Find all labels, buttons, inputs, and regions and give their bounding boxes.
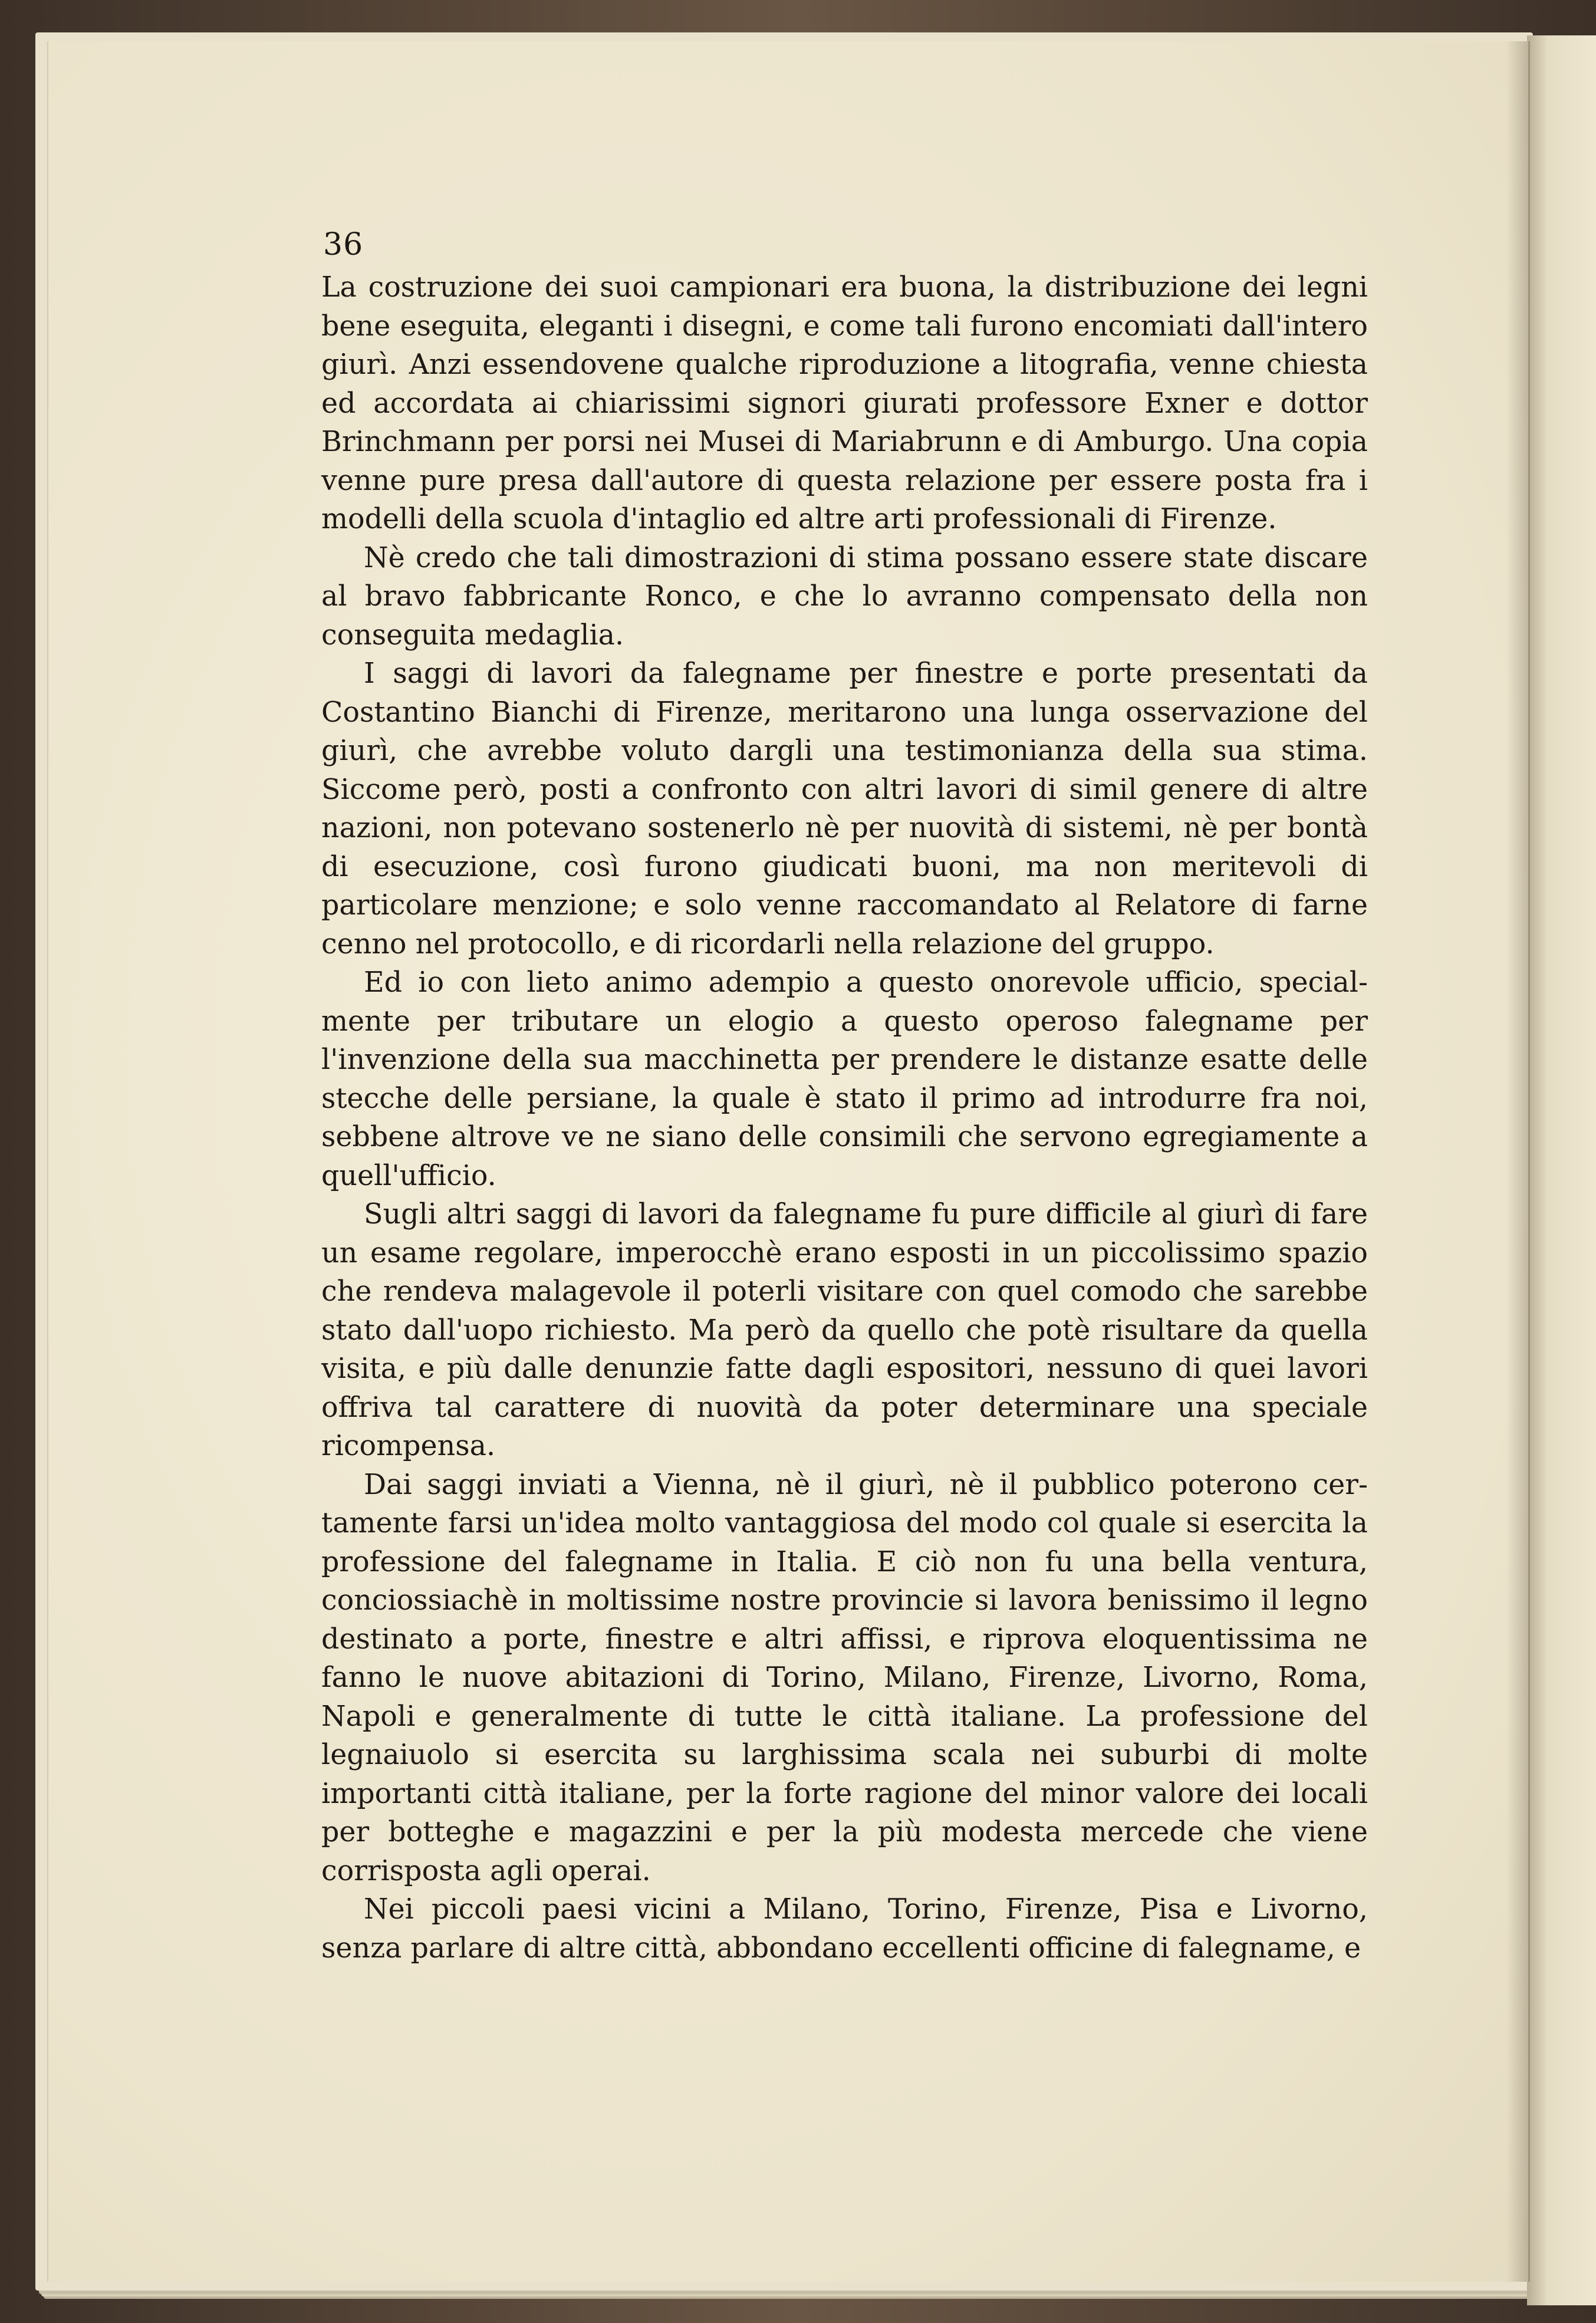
body-text [321, 268, 1368, 1967]
gutter-shadow [1506, 41, 1530, 2282]
facing-page-edge [1527, 35, 1596, 2305]
paragraph-4: Ed io con lieto animo adempio a questo onorevole ufficio, specialmente per tributare un elogio a questo operoso falegname per l'invenzione della sua macchinetta per prendere le distanze esatte delle stecche delle persiane, la quale è stato il primo ad introdurre fra noi, sebbene altrove ve ne siano delle consimili che servono egregiamente a quell'ufficio. [321, 966, 1368, 1192]
paragraph-6: Dai saggi inviati a Vienna, nè il giurì, nè il pubblico poterono certamente farsi un'idea molto vantaggiosa del modo col quale si esercita la professione del falegname in Italia. E ciò non fu una bella ventura, conciossiachè in moltissime nostre provincie si lavora benissimo il legno destinato a porte, finestre e altri affissi, e riprova eloquentissima ne fanno le nuove abitazioni di Torino, Milano, Firenze, Livorno, Roma, Napoli e generalmente di tutte le città italiane. La professione del legnaiuolo si esercita su larghissima scala nei suburbi di molte importanti città italiane, per la forte ragione del minor valore dei locali per botteghe e magazzini e per la più modesta mercede che viene corrisposta agli operai. [321, 1468, 1368, 1887]
paragraph-2: Nè credo che tali dimostrazioni di stima possano essere state discare al bravo fabbricante Ronco, e che lo avranno compensato della non conseguita medaglia. [321, 541, 1368, 652]
paragraph-1: La costruzione dei suoi campionari era buona, la distribuzione dei legni bene eseguita, eleganti i disegni, e come tali furono encomiati dall'intero giurì. Anzi essendovene qualche riproduzione a litografia, venne chiesta ed accordata ai chiarissimi signori giurati professore Exner e dottor Brinchmann per porsi nei Musei di Mariabrunn e di Amburgo. Una copia venne pure presa dall'autore di questa relazione per essere posta fra i modelli della scuola d'intaglio ed altre arti professionali di Firenze. [321, 271, 1368, 535]
paragraph-7: Nei piccoli paesi vicini a Milano, Torino, Firenze, Pisa e Livorno, senza parlare di altre città, abbondano eccellenti officine di falegname, e [321, 1893, 1368, 1965]
paragraph-3: I saggi di lavori da falegname per finestre e porte presentati da Costantino Bianchi di Firenze, meritarono una lunga osservazione del giurì, che avrebbe voluto dargli una testimonianza della sua stima. Siccome però, posti a confronto con altri lavori di simil genere di altre nazioni, non potevano sostenerlo nè per nuovità di sistemi, nè per bontà di esecuzione, così furono giudicati buoni, ma non meritevoli di particolare menzione; e solo venne raccomandato al Relatore di farne cenno nel protocollo, e di ricordarli nella relazione del gruppo. [321, 657, 1368, 960]
page-number: 36 [323, 227, 364, 262]
paragraph-5: Sugli altri saggi di lavori da falegname fu pure difficile al giurì di fare un esame regolare, imperocchè erano esposti in un piccolissimo spazio che rendeva malagevole il poterli visitare con quel comodo che sarebbe stato dall'uopo richiesto. Ma però da quello che potè risultare da quella visita, e più dalle denunzie fatte dagli espositori, nessuno di quei lavori offriva tal carattere di nuovità da poter determinare una speciale ricompensa. [321, 1198, 1368, 1462]
